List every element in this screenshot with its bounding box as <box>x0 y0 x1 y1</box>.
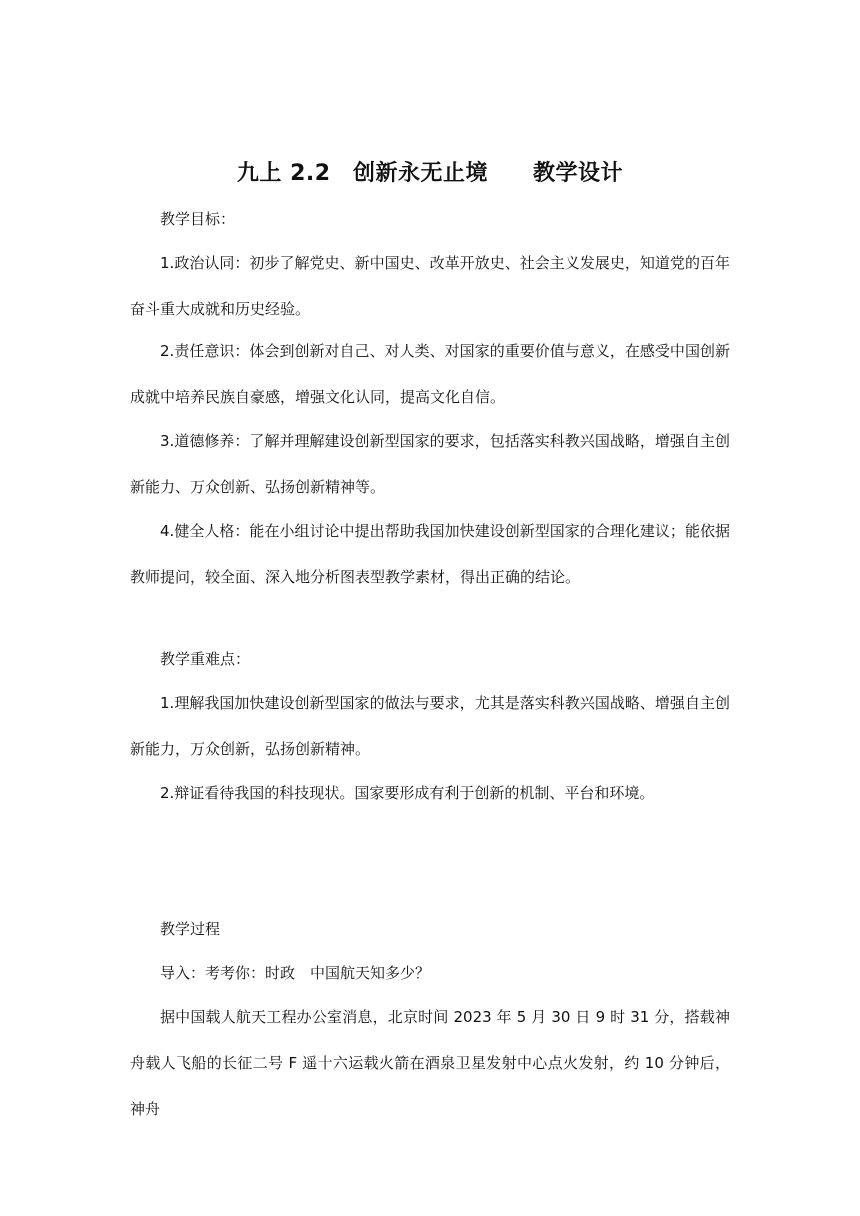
process-heading: 教学过程 <box>160 920 221 938</box>
key-points-heading: 教学重难点： <box>160 650 251 668</box>
key-point-item-1: 1.理解我国加快建设创新型国家的做法与要求，尤其是落实科教兴国战略、增强自主创新能力，万众创新，弘扬创新精神。 <box>130 694 730 758</box>
intro-paragraph: 据中国载人航天工程办公室消息，北京时间 2023 年 5 月 30 日 9 时 31 分，搭载神舟载人飞船的长征二号 F 遥十六运载火箭在酒泉卫星发射中心点火发射，约 10 分钟后，神舟 <box>130 1008 730 1118</box>
goal-item-2: 2.责任意识：体会到创新对自己、对人类、对国家的重要价值与意义，在感受中国创新成就中培养民族自豪感，增强文化认同，提高文化自信。 <box>130 342 730 406</box>
goal-item-3: 3.道德修养：了解并理解建设创新型国家的要求，包括落实科教兴国战略，增强自主创新能力、万众创新、弘扬创新精神等。 <box>130 432 730 496</box>
intro-line: 导入：考考你：时政 中国航天知多少？ <box>160 964 431 982</box>
goal-item-4: 4.健全人格：能在小组讨论中提出帮助我国加快建设创新型国家的合理化建议；能依据教师提问，较全面、深入地分析图表型教学素材，得出正确的结论。 <box>130 522 730 586</box>
goals-heading: 教学目标： <box>160 210 236 228</box>
key-point-item-2: 2.辩证看待我国的科技现状。国家要形成有利于创新的机制、平台和环境。 <box>160 784 655 802</box>
document-title: 九上 2.2 创新永无止境 教学设计 <box>236 161 624 186</box>
goal-item-1: 1.政治认同：初步了解党史、新中国史、改革开放史、社会主义发展史，知道党的百年奋斗重大成就和历史经验。 <box>130 254 730 318</box>
